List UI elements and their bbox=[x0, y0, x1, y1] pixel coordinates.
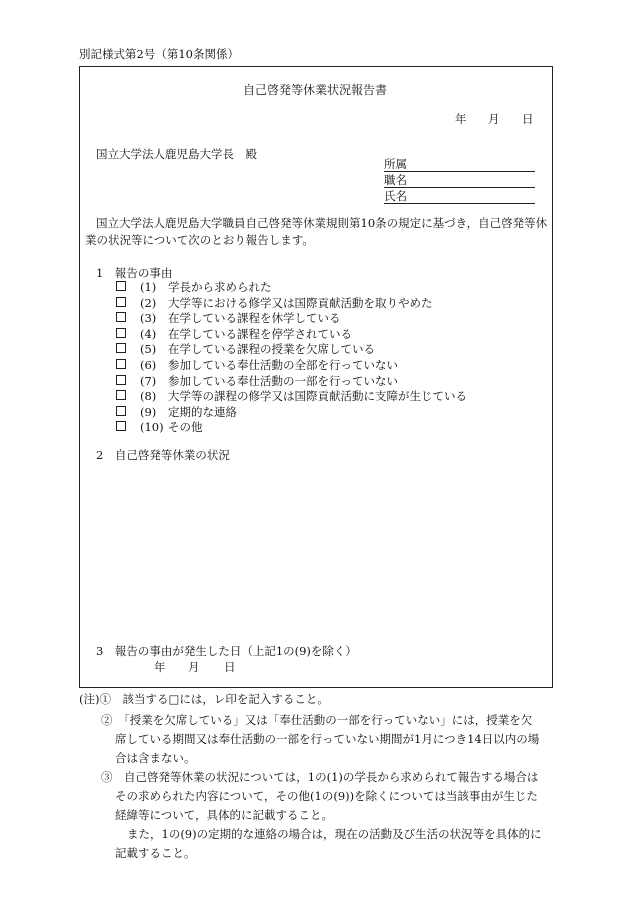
note-3-line-5: 記載すること。 bbox=[115, 846, 196, 860]
reason-item-number: (8) bbox=[140, 389, 157, 404]
position-field[interactable] bbox=[384, 173, 535, 188]
reason-item-number: (6) bbox=[140, 358, 157, 372]
reason-item bbox=[116, 420, 203, 435]
checkbox[interactable] bbox=[116, 390, 126, 400]
checkbox[interactable] bbox=[116, 406, 126, 416]
reason-item bbox=[116, 327, 352, 342]
reason-item bbox=[116, 358, 398, 373]
checkbox[interactable] bbox=[116, 312, 126, 322]
reason-item-number: (9) bbox=[140, 404, 157, 419]
reason-item bbox=[116, 405, 237, 420]
reason-item-label: 参加している奉仕活動の全部を行っていない bbox=[168, 358, 398, 372]
note-3-line-1: ③ 自己啓発等休業の状況については，1の(1)の学長から求められて報告する場合は bbox=[101, 770, 539, 784]
note-3-line-3: 経緯等について，具体的に記載すること。 bbox=[115, 808, 334, 822]
reason-item-number: (10) bbox=[140, 420, 164, 435]
reason-item bbox=[116, 296, 433, 311]
report-date-day[interactable]: 日 bbox=[522, 112, 534, 126]
reason-item-number: (4) bbox=[140, 326, 157, 341]
name-field[interactable] bbox=[384, 189, 535, 204]
reason-item bbox=[116, 311, 341, 326]
section-2-heading: 2 自己啓発等休業の状況 bbox=[96, 448, 230, 462]
reason-item bbox=[116, 374, 398, 389]
checkbox[interactable] bbox=[116, 297, 126, 307]
reason-item-label: その他 bbox=[168, 420, 203, 435]
note-2-line-3: 合は含まない。 bbox=[115, 751, 196, 765]
reason-item-number: (2) bbox=[140, 295, 157, 310]
status-description-area[interactable] bbox=[96, 464, 536, 634]
intro-line-2: 業の状況等について次のとおり報告します。 bbox=[85, 233, 314, 247]
reason-item bbox=[116, 280, 272, 295]
name-label: 氏名 bbox=[384, 189, 407, 203]
report-date-year[interactable]: 年 bbox=[455, 112, 467, 126]
reason-item bbox=[116, 342, 375, 357]
position-label: 職名 bbox=[384, 173, 407, 187]
reason-item-label: 参加している奉仕活動の一部を行っていない bbox=[168, 373, 398, 388]
note-2-line-1: ② 「授業を欠席している」又は「奉仕活動の一部を行っていない」には，授業を欠 bbox=[101, 713, 533, 727]
checkbox[interactable] bbox=[116, 343, 126, 353]
reason-item-label: 大学等の課程の修学又は国際貢献活動に支障が生じている bbox=[168, 389, 467, 404]
reason-item-label: 学長から求められた bbox=[168, 280, 272, 294]
intro-line-1: 国立大学法人鹿児島大学職員自己啓発等休業規則第10条の規定に基づき，自己啓発等休 bbox=[96, 216, 548, 230]
section-3-heading: 3 報告の事由が発生した日（上記1の(9)を除く） bbox=[96, 644, 357, 658]
reason-item-label: 在学している課程の授業を欠席している bbox=[168, 342, 375, 357]
checkbox[interactable] bbox=[116, 359, 126, 369]
occurrence-date-day[interactable]: 日 bbox=[224, 660, 236, 674]
reason-item bbox=[116, 389, 467, 404]
checkbox[interactable] bbox=[116, 281, 126, 291]
report-date-month[interactable]: 月 bbox=[488, 112, 500, 126]
form-number-label: 別記様式第2号（第10条関係） bbox=[79, 47, 239, 61]
note-3-line-2: その求められた内容について，その他(1の(9))を除くについては当該事由が生じた bbox=[115, 789, 538, 803]
affiliation-field[interactable] bbox=[384, 157, 535, 172]
note-1: (注)① 該当する□には，レ印を記入すること。 bbox=[79, 692, 329, 706]
reason-item-number: (5) bbox=[140, 342, 157, 357]
reason-item-label: 在学している課程を休学している bbox=[168, 311, 341, 326]
reason-item-number: (7) bbox=[140, 373, 157, 388]
note-3-line-4: また，1の(9)の定期的な連絡の場合は，現在の活動及び生活の状況等を具体的に bbox=[127, 827, 542, 841]
section-1-heading: 1 報告の事由 bbox=[96, 266, 173, 280]
reason-item-number: (3) bbox=[140, 311, 157, 326]
reason-item-label: 在学している課程を停学されている bbox=[168, 326, 352, 341]
note-2-line-2: 席している期間又は奉仕活動の一部を行っていない期間が1月につき14日以内の場 bbox=[115, 732, 540, 746]
affiliation-label: 所属 bbox=[384, 157, 407, 171]
checkbox[interactable] bbox=[116, 375, 126, 385]
reason-item-label: 定期的な連絡 bbox=[168, 404, 237, 419]
occurrence-date-year[interactable]: 年 bbox=[154, 660, 166, 674]
form-title: 自己啓発等休業状況報告書 bbox=[242, 83, 387, 97]
checkbox[interactable] bbox=[116, 328, 126, 338]
reason-item-label: 大学等における修学又は国際貢献活動を取りやめた bbox=[168, 295, 433, 310]
addressee: 国立大学法人鹿児島大学長 殿 bbox=[96, 147, 257, 161]
occurrence-date-month[interactable]: 月 bbox=[188, 660, 200, 674]
reason-item-number: (1) bbox=[140, 280, 157, 294]
checkbox[interactable] bbox=[116, 421, 126, 431]
